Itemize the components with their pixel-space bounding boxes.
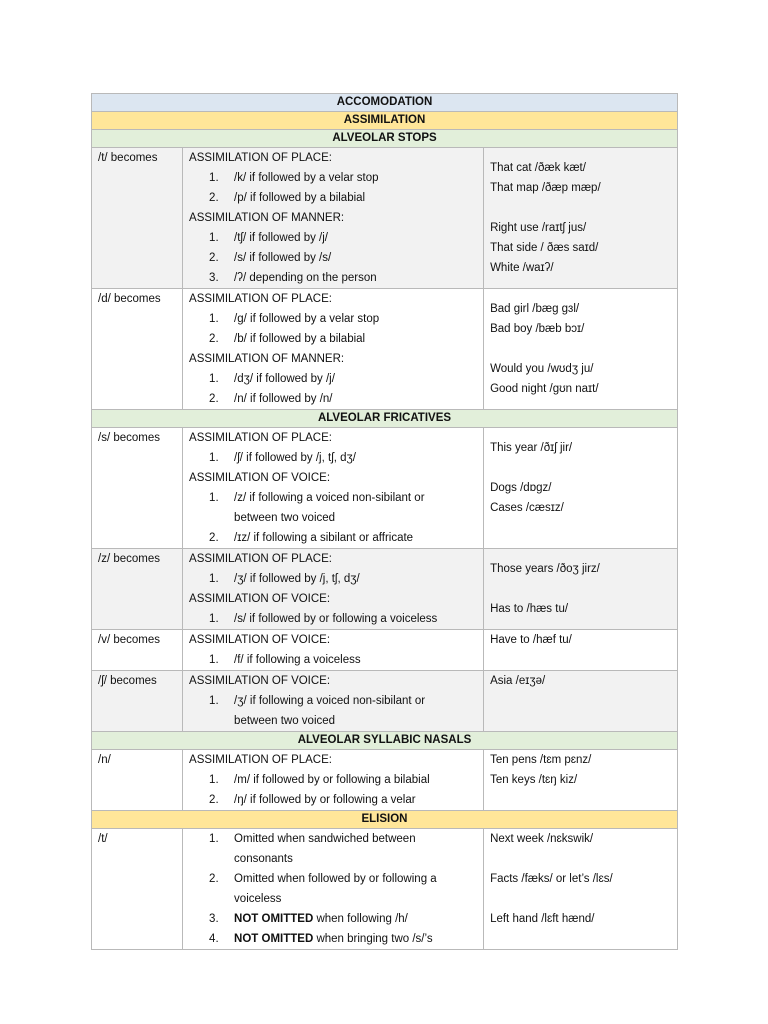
table-title: ACCOMODATION [92,94,678,112]
row-label: /t/ becomes [92,148,183,289]
rule-item: 1. /ʒ/ if following a voiced non-sibilant or [209,695,426,707]
row-label: /v/ becomes [92,630,183,671]
example-line [490,579,671,599]
rule-heading: ASSIMILATION OF VOICE: [189,593,331,605]
row-label: /d/ becomes [92,289,183,410]
example-line: White /waɪʔ/ [490,262,554,274]
rule-item-continued: consonants [234,853,293,865]
table-row [92,428,678,549]
rule-heading: ASSIMILATION OF MANNER: [189,353,345,365]
table-row [92,148,678,289]
accommodation-table [91,93,678,950]
example-line: Bad boy /bæb bɔɪ/ [490,323,585,335]
example-cell [484,428,678,549]
example-line: That side / ðæs saɪd/ [490,242,599,254]
section-heading-assimilation: ASSIMILATION [92,112,678,130]
rule-heading: ASSIMILATION OF PLACE: [189,293,332,305]
example-line [490,198,671,218]
rule-item: 1. /g/ if followed by a velar stop [209,313,380,325]
rule-item: 1. /z/ if following a voiced non-sibilant or [209,492,425,504]
example-line: Dogs /dɒgz/ [490,482,552,494]
rule-item: 1. /m/ if followed by or following a bilabial [209,774,430,786]
rule-item: 1. /tʃ/ if followed by /j/ [209,232,329,244]
rule-heading: ASSIMILATION OF PLACE: [189,432,332,444]
rule-item-continued: voiceless [234,893,282,905]
example-line: Ten keys /tɛŋ kiz/ [490,774,578,786]
rule-heading: ASSIMILATION OF PLACE: [189,754,332,766]
rule-item: 2. /ŋ/ if followed by or following a velar [209,794,416,806]
rule-cell [183,630,484,671]
group-heading-alveolar-fricatives: ALVEOLAR FRICATIVES [92,410,678,428]
section-heading-elision: ELISION [92,811,678,829]
rule-item-continued: between two voiced [234,512,336,524]
rule-heading: ASSIMILATION OF PLACE: [189,553,332,565]
rule-item: 1. /ʒ/ if followed by /j, tʃ, dʒ/ [209,573,360,585]
group-row [92,410,678,428]
rule-item: 1. /s/ if followed by or following a voiceless [209,613,438,625]
rule-cell [183,671,484,732]
rule-item: 2. /b/ if followed by a bilabial [209,333,366,345]
example-line: Would you /wʊdʒ ju/ [490,363,594,375]
example-line: Left hand /lɛft hænd/ [490,913,595,925]
rule-item: 3. /ʔ/ depending on the person [209,272,377,284]
rule-item: 2. /s/ if followed by /s/ [209,252,332,264]
rule-item: 2. Omitted when followed by or following a [209,873,437,885]
rule-cell [183,148,484,289]
example-cell [484,148,678,289]
example-line: That map /ðæp mæp/ [490,182,601,194]
example-line: Have to /hæf tu/ [490,634,572,646]
group-row [92,130,678,148]
example-cell [484,549,678,630]
table-row [92,289,678,410]
rule-item: 2. /p/ if followed by a bilabial [209,192,366,204]
section-row [92,112,678,130]
example-line: Bad girl /bæg gɜl/ [490,303,580,315]
rule-item: 3. NOT OMITTED when following /h/ [209,913,408,925]
rule-cell [183,829,484,950]
rule-cell [183,428,484,549]
table-row [92,549,678,630]
rule-item: 1. Omitted when sandwiched between [209,833,416,845]
example-cell [484,289,678,410]
group-heading-alveolar-stops: ALVEOLAR STOPS [92,130,678,148]
rule-cell [183,549,484,630]
group-row [92,732,678,750]
table-row [92,829,678,950]
rule-heading: ASSIMILATION OF PLACE: [189,152,332,164]
rule-item-continued: between two voiced [234,715,336,727]
row-label: /n/ [92,750,183,811]
example-cell [484,750,678,811]
group-heading-alveolar-syllabic-nasals: ALVEOLAR SYLLABIC NASALS [92,732,678,750]
table-row [92,630,678,671]
example-line [490,849,671,869]
row-label: /ʃ/ becomes [92,671,183,732]
row-label: /s/ becomes [92,428,183,549]
rule-cell [183,750,484,811]
row-label: /t/ [92,829,183,950]
example-line: Good night /gʊn naɪt/ [490,383,599,395]
rule-item: 2. /n/ if followed by /n/ [209,393,333,405]
rule-cell [183,289,484,410]
rule-heading: ASSIMILATION OF VOICE: [189,472,331,484]
rule-heading: ASSIMILATION OF VOICE: [189,675,331,687]
table-row [92,750,678,811]
section-row [92,811,678,829]
example-line: Right use /raɪtʃ jus/ [490,222,587,234]
rule-item: 1. /dʒ/ if followed by /j/ [209,373,335,385]
example-line: This year /ðɪʃ jir/ [490,442,573,454]
rule-item: 1. /f/ if following a voiceless [209,654,361,666]
example-line: Has to /hæs tu/ [490,603,569,615]
rule-item: 1. /ʃ/ if followed by /j, tʃ, dʒ/ [209,452,356,464]
example-cell [484,630,678,671]
example-line: That cat /ðæk kæt/ [490,162,586,174]
example-line: Facts /fæks/ or let’s /lɛs/ [490,873,613,885]
example-line [490,889,671,909]
rule-item: 1. /k/ if followed by a velar stop [209,172,379,184]
example-cell [484,829,678,950]
rule-heading: ASSIMILATION OF MANNER: [189,212,345,224]
example-cell [484,671,678,732]
example-line: Those years /ðoʒ jirz/ [490,563,600,575]
example-line: Cases /cæsɪz/ [490,502,564,514]
rule-item: 4. NOT OMITTED when bringing two /s/’s [209,933,433,945]
example-line: Ten pens /tɛm pɛnz/ [490,754,592,766]
rule-item: 2. /ɪz/ if following a sibilant or affricate [209,532,414,544]
example-line: Asia /eɪʒə/ [490,675,546,687]
table-row [92,671,678,732]
rule-heading: ASSIMILATION OF VOICE: [189,634,331,646]
title-row [92,94,678,112]
example-line: Next week /nɛkswik/ [490,833,594,845]
example-line [490,458,671,478]
example-line [490,339,671,359]
row-label: /z/ becomes [92,549,183,630]
